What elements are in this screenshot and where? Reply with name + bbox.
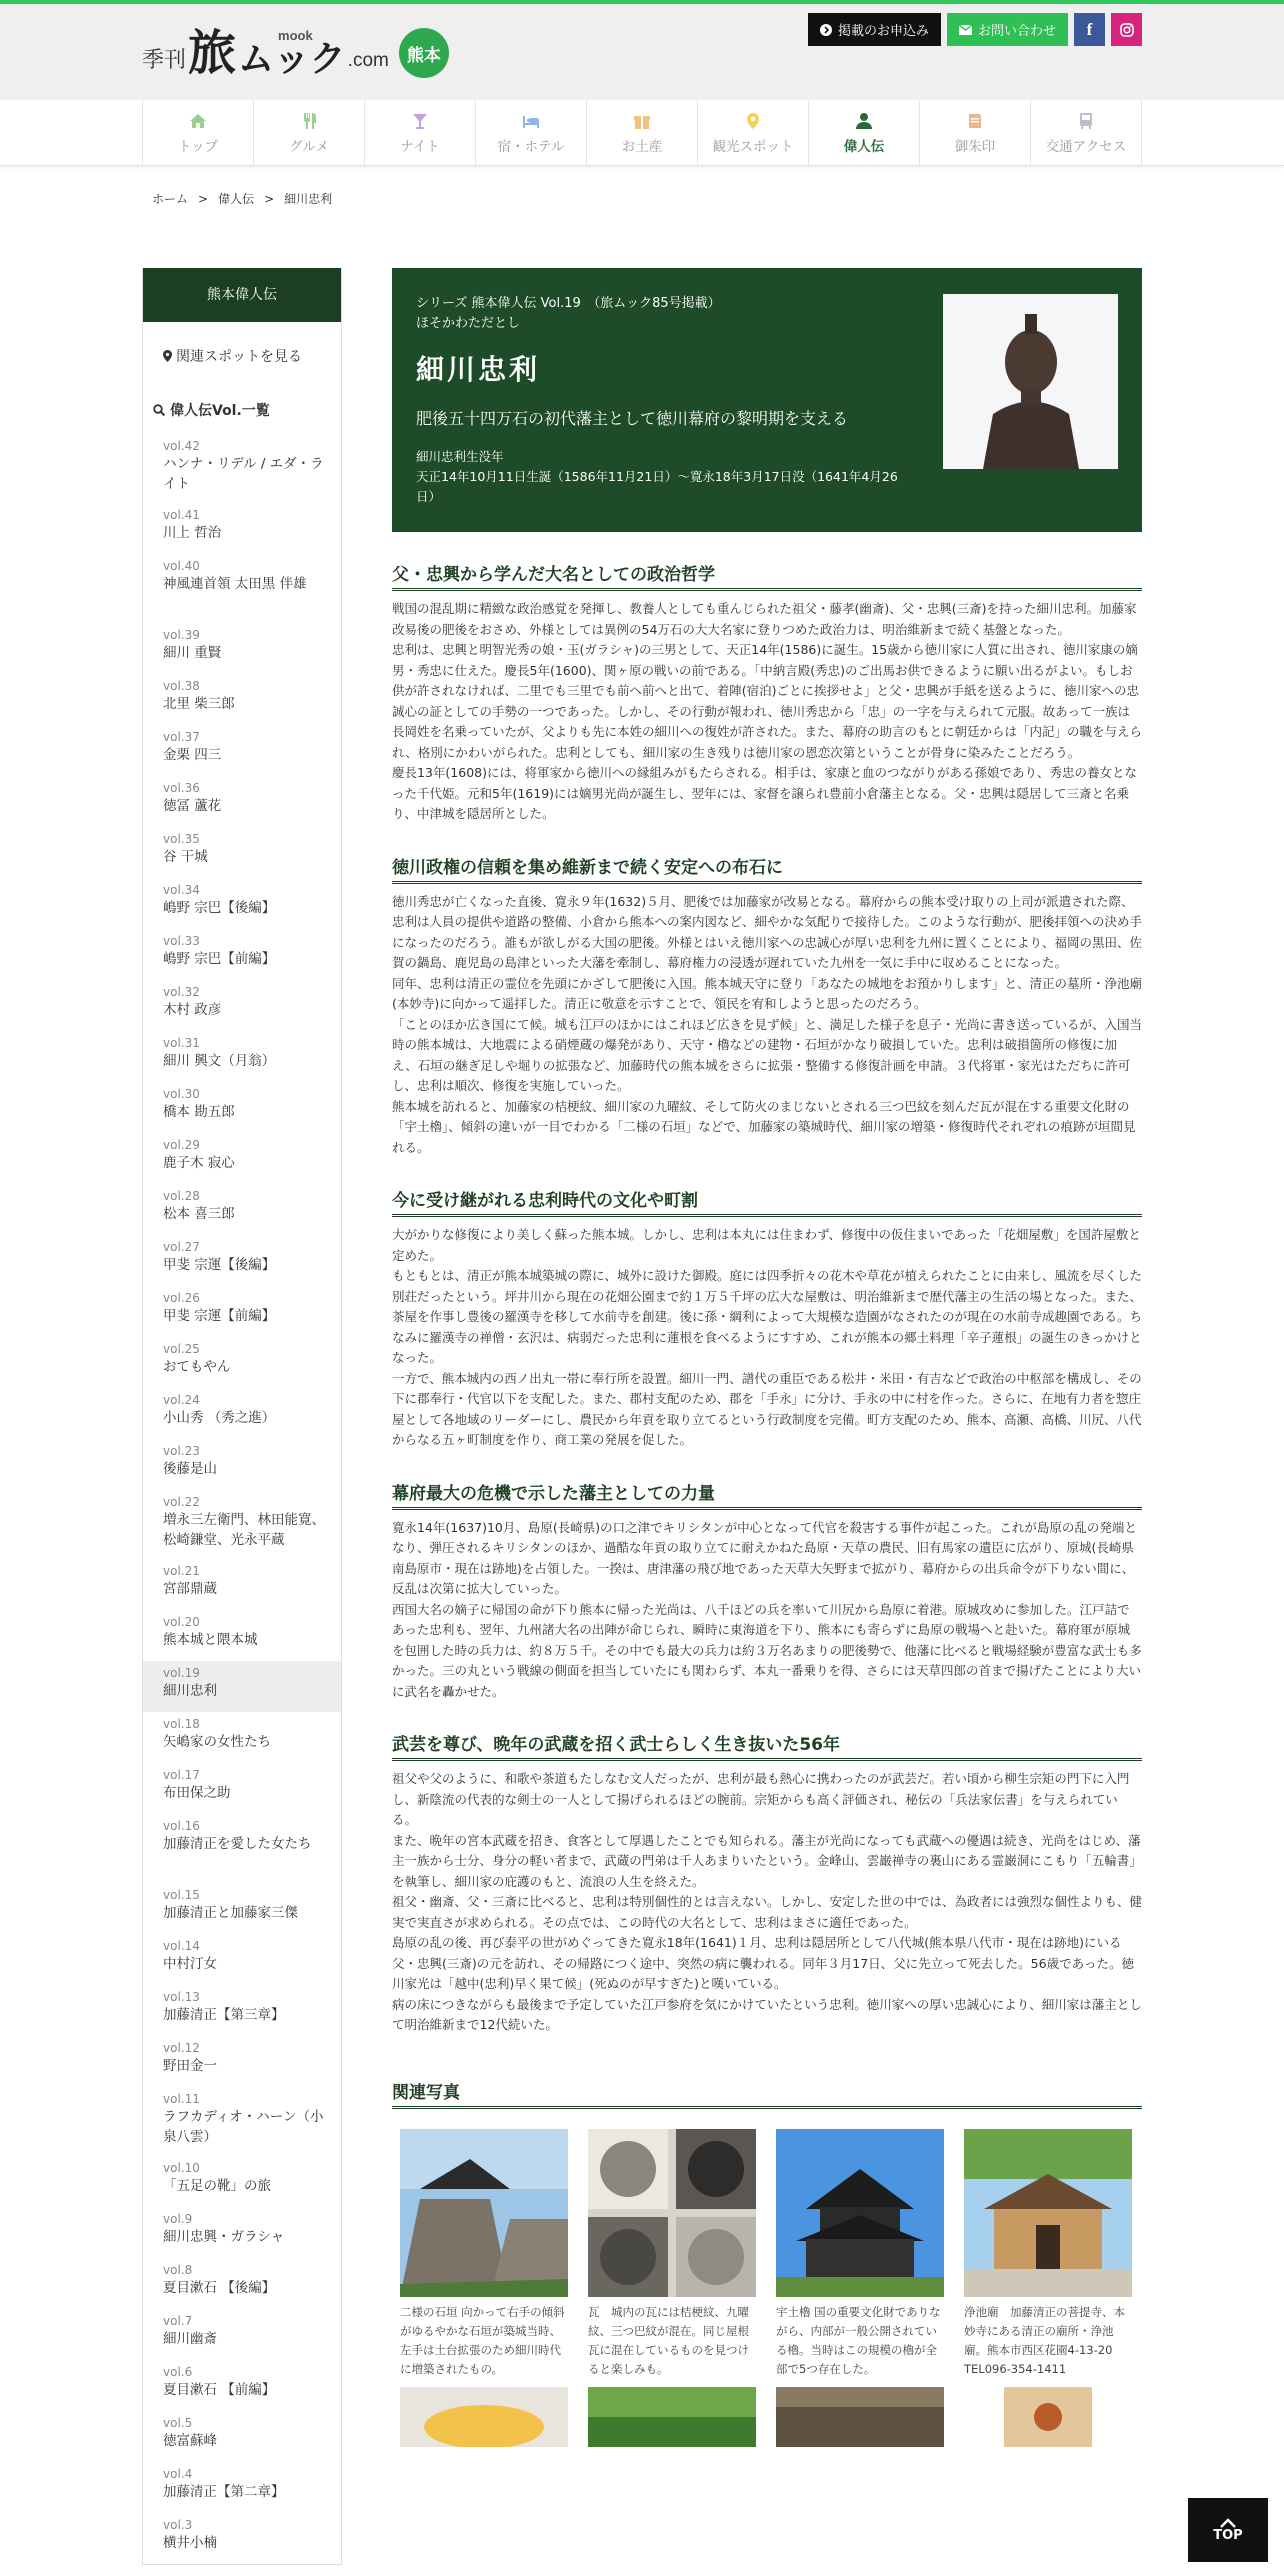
site-logo[interactable]	[142, 25, 449, 81]
photo-card[interactable]	[964, 2129, 1132, 2379]
nav-item-label: 偉人伝	[843, 138, 885, 155]
instagram-icon	[1120, 23, 1134, 37]
vol-number: vol.19	[163, 1666, 200, 1680]
section-heading: 武芸を尊び、晩年の武蔵を招く武士らしく生き抜いた56年	[392, 1730, 1142, 1761]
sidebar-vol-item[interactable]	[143, 554, 341, 623]
catch-copy: 肥後五十四万石の初代藩主として徳川幕府の黎明期を支える	[416, 409, 849, 428]
vol-title: ラフカディオ・ハーン（小泉八雲）	[163, 2109, 324, 2145]
vol-number: vol.14	[163, 1939, 200, 1953]
photo-uto-turret	[776, 2129, 944, 2297]
vol-title: 布田保之助	[163, 1785, 231, 1801]
vol-number: vol.24	[163, 1393, 200, 1407]
vol-title: 細川 重賢	[163, 645, 222, 661]
vol-title: 横井小楠	[163, 2535, 217, 2551]
paragraph: 「ことのほか広き国にて候。城も江戸のほかにはこれほど広きを見ず候」と、満足した様子を息子・光尚に書き送っているが、入国当時の熊本城は、大地震による硝煙蔵の爆発があり、天守・櫓などの建物・石垣がかなり破損していた。忠利は破損箇所の修復に加え、石垣の継ぎ足しや堀りの拡張など、加藤時代の熊本城をさらに拡張・整備する修復計画を申請。３代将軍・家光はただちに許可し、忠利は順次、修復を実施していった。	[392, 1016, 1143, 1093]
vol-number: vol.30	[163, 1087, 200, 1101]
vol-number: vol.40	[163, 559, 200, 573]
vol-number: vol.7	[163, 2314, 193, 2328]
vol-title: 鹿子木 寂心	[163, 1155, 235, 1171]
vol-number: vol.18	[163, 1717, 200, 1731]
breadcrumb-sep: >	[198, 192, 209, 206]
nav-item-label: ナイト	[400, 138, 440, 155]
nav-item[interactable]	[808, 100, 919, 166]
vol-number: vol.15	[163, 1888, 200, 1902]
paragraph: 西国大名の嫡子に帰国の命が下り熊本に帰った光尚は、八千ほどの兵を率いて川尻から島原に着港。原城攻めに参加した。江戸詰であった忠利も、翌年、九州諸大名の出陣が命じられ、瞬時に東海道を下り、熊本にも寄らずに島原の戦場へと赴いた。幕府軍が原城を包囲した時の兵力は、約８万５千。その中でも最大の兵力は約３万名あまりの肥後勢で、他藩に比べると戦場経験が豊富な武士も多かった。三の丸という戦線の側面を担当していたにも関わらず、本丸一番乗りを得、さらには天草四郎の首まで揚げたことにより大いに武名を轟かせた。	[392, 1601, 1142, 1699]
sidebar-vol-item[interactable]	[143, 1661, 341, 1712]
contact-button[interactable]	[947, 13, 1068, 46]
header-buttons	[808, 13, 1142, 46]
paragraph: 祖父や父のように、和歌や茶道もたしなむ文人だったが、忠利が最も熱心に携わったのが武芸だ。若い頃から柳生宗矩の門下に入門し、新陰流の代表的な剣士の一人として揚げられるほどの腕前。宗矩からも高く評価され、秘伝の「兵法家伝書」を与えられている。	[392, 1771, 1130, 1827]
photo-joikibyo	[964, 2129, 1132, 2297]
nav-item-label: 御朱印	[954, 138, 996, 155]
vol-title: 細川忠興・ガラシャ	[163, 2229, 285, 2245]
sidebar-vol-item[interactable]	[143, 929, 341, 980]
photo-card[interactable]	[400, 2129, 568, 2379]
vol-number: vol.29	[163, 1138, 200, 1152]
home-icon	[189, 112, 207, 130]
sidebar-vol-item[interactable]	[143, 980, 341, 1031]
article-hero	[392, 268, 1142, 532]
back-to-top-label: TOP	[1213, 2527, 1243, 2543]
photo-caption: 浄池廟 加藤清正の菩提寺、本妙寺にある清正の廟所・浄池廟。熊本市西区花園4-13-20 TEL096-354-1411	[964, 2304, 1125, 2376]
chevron-up-icon	[1220, 2518, 1236, 2528]
sidebar-vol-item[interactable]	[143, 725, 341, 776]
logo-com: .com	[347, 50, 389, 71]
section-body	[392, 892, 1142, 1159]
section-heading: 幕府最大の危機で示した藩主としての力量	[392, 1479, 1142, 1510]
vol-list-title	[143, 366, 341, 420]
section-body	[392, 599, 1142, 825]
vol-number: vol.5	[163, 2416, 193, 2430]
paragraph: 同年、忠利は清正の霊位を先頭にかざして肥後に入国。熊本城天守に登り「あなたの城地をお預かりします」と、清正の墓所・浄池廟(本妙寺)に向かって遥拝した。清正に敬意を示すことで、領民を宥和しようと思ったのだろう。	[392, 975, 1143, 1011]
bed-icon	[522, 112, 540, 130]
vol-title: 増永三左衛門、林田能寛、松崎鎌堂、光永平蔵	[163, 1512, 325, 1548]
vol-number: vol.20	[163, 1615, 200, 1629]
vol-number: vol.9	[163, 2212, 193, 2226]
facebook-icon: f	[1086, 19, 1093, 39]
breadcrumb	[152, 190, 332, 207]
sidebar-vol-item[interactable]	[143, 1235, 341, 1286]
logo-mook-wrap	[238, 29, 346, 78]
lifespan-dates: 天正14年10月11日生誕（1586年11月21日）〜寛永18年3月17日没（1641年4月26日）	[416, 469, 898, 504]
paragraph: 寛永14年(1637)10月、島原(長崎県)の口之津でキリシタンが中心となって代官を殺害する事件が起こった。これが島原の乱の発端となり、弾圧されるキリシタンのほか、過酷な年貢の取り立てに耐えかねた島原・天草の農民、旧有馬家の遺臣に広がり、原城(長崎県南島原市・現在は跡地)を占領した。一揆は、唐津藩の飛び地であった天草大矢野まで拡がり、幕府からの出兵命令が下りない間に、反乱は次第に拡大していった。	[392, 1519, 1137, 1596]
vol-number: vol.41	[163, 508, 200, 522]
gift-icon	[633, 112, 651, 130]
photo-caption: 瓦 城内の瓦には桔梗紋、九曜紋、三つ巴紋が混在。同じ屋根瓦に混在しているものを見つけると楽しみも。	[588, 2304, 749, 2376]
lifespan-label: 細川忠利生没年	[416, 449, 504, 464]
vol-title: おてもやん	[163, 1359, 231, 1375]
listing-button-label: 掲載のお申込み	[837, 24, 929, 39]
sidebar-vol-item[interactable]	[143, 1712, 341, 1763]
site-header	[0, 4, 1284, 100]
vol-title: 野田金一	[163, 2058, 217, 2074]
vol-number: vol.32	[163, 985, 200, 999]
section-heading: 徳川政権の信頼を集め維新まで続く安定への布石に	[392, 853, 1142, 884]
vol-list-title-label: 偉人伝Vol.一覧	[170, 403, 270, 419]
lifespan	[416, 447, 916, 507]
photo-card[interactable]	[588, 2129, 756, 2379]
back-to-top-button[interactable]	[1188, 2498, 1268, 2562]
vol-title: 徳冨 蘆花	[163, 798, 222, 814]
related-spots-label: 関連スポットを見る	[176, 349, 302, 365]
person-icon	[855, 112, 873, 130]
vol-title: 嶋野 宗巴【後編】	[163, 900, 276, 916]
mail-icon	[959, 25, 972, 35]
sidebar-vol-item[interactable]	[143, 623, 341, 674]
sidebar-vol-item[interactable]	[143, 1184, 341, 1235]
facebook-button[interactable]	[1074, 13, 1105, 46]
related-spots-link[interactable]	[143, 322, 341, 366]
vol-title: 嶋野 宗巴【前編】	[163, 951, 276, 967]
sidebar-vol-item[interactable]	[143, 1763, 341, 1814]
sidebar-vol-item[interactable]	[143, 1388, 341, 1439]
sidebar-vol-item[interactable]	[143, 2462, 341, 2513]
vol-title: 加藤清正【第二章】	[163, 2484, 285, 2500]
vol-title: 宮部鼎蔵	[163, 1581, 217, 1597]
vol-number: vol.34	[163, 883, 200, 897]
vol-title: 加藤清正【第三章】	[163, 2007, 285, 2023]
global-nav	[0, 100, 1284, 166]
nav-item[interactable]	[586, 100, 697, 166]
vol-title: 後藤是山	[163, 1461, 217, 1477]
vol-title: 橋本 勘五郎	[163, 1104, 235, 1120]
photo-roof-tiles	[588, 2129, 756, 2297]
paragraph: 慶長13年(1608)には、将軍家から徳川への縁組みがもたらされる。相手は、家康と血のつながりがある孫娘であり、秀忠の養女となった千代姫。元和5年(1619)には嫡男光尚が誕生し、翌年には、家督を譲られ豊前小倉藩主となる。父・忠興は隠居して三斎と名乗り、中津城を隠居所とした。	[392, 765, 1137, 821]
sidebar-vol-item[interactable]	[143, 2309, 341, 2360]
vol-title: 細川忠利	[163, 1683, 217, 1699]
paragraph: もともとは、清正が熊本城築城の際に、城外に設けた御殿。庭には四季折々の花木や草花が植えられたことに由来し、風流を尽くした別荘だったという。坪井川から現在の花畑公園まで約１万５千坪の広大な屋敷は、明治維新まで歴代藩主の生活の場となった。また、茶屋を作事し豊後の羅漢寺を移して水前寺を創建。後に孫・綱利によって大規模な造園がなされたのが現在の水前寺成趣園である。ちなみに羅漢寺の禅僧・玄沢は、病弱だった忠利に蓮根を食べるようにすすめ、これが熊本の郷土料理「辛子蓮根」の誕生のきっかけとなった。	[392, 1268, 1143, 1365]
breadcrumb-home[interactable]: ホーム	[152, 192, 189, 206]
section-body	[392, 1225, 1142, 1451]
sidebar-vol-item[interactable]	[143, 503, 341, 554]
article	[392, 268, 1142, 2447]
sidebar-vol-item[interactable]	[143, 1439, 341, 1490]
vol-number: vol.36	[163, 781, 200, 795]
vol-number: vol.37	[163, 730, 200, 744]
vol-title: 加藤清正と加藤家三傑	[163, 1905, 298, 1921]
section-body	[392, 1518, 1142, 1703]
vol-title: 中村汀女	[163, 1956, 217, 1972]
breadcrumb-sep: >	[264, 192, 275, 206]
vol-title: 「五足の靴」の旅	[163, 2178, 271, 2194]
photo-caption: 二様の石垣 向かって右手の傾斜がゆるやかな石垣が築城当時、左手は土台拡張のため細川時代に増築されたもの。	[400, 2304, 565, 2376]
photo-caption: 宇土櫓 国の重要文化財でありながら、内部が一般公開されている櫓。当時はこの規模の櫓が全部で5つ存在した。	[776, 2304, 941, 2376]
book-icon	[966, 112, 984, 130]
vol-number: vol.26	[163, 1291, 200, 1305]
nav-item-label: トップ	[177, 138, 219, 155]
section-heading: 父・忠興から学んだ大名としての政治哲学	[392, 560, 1142, 591]
vol-title: 北里 柴三郎	[163, 696, 235, 712]
vol-number: vol.28	[163, 1189, 200, 1203]
nav-item[interactable]	[919, 100, 1030, 166]
vol-title: 徳富蘇峰	[163, 2433, 217, 2449]
cocktail-icon	[411, 112, 429, 130]
vol-number: vol.35	[163, 832, 200, 846]
paragraph: 病の床につきながらも最後まで予定していた江戸参府を気にかけていたという忠利。徳川家への厚い忠誠心により、細川家は藩主として明治維新まで12代続いた。	[392, 1996, 1142, 2032]
pref-badge: 熊本	[399, 28, 449, 78]
global-nav-items	[142, 100, 1142, 166]
paragraph: 島原の乱の後、再び泰平の世がめぐってきた寛永18年(1641)１月、忠利は隠居所として八代城(熊本県八代市・現在は跡地)にいる父・忠興(三斎)の元を訪れ、その帰路につく途中、突然の病に襲われる。同年３月17日、父に先立って死去した。56歳であった。徳川家光は「越中(忠利)早く果て候」(死ぬのが早すぎた)と嘆いている。	[392, 1935, 1134, 1991]
sidebar-vol-item[interactable]	[143, 1490, 341, 1559]
nav-item-label: 宿・ホテル	[497, 138, 565, 155]
sidebar-vol-item[interactable]	[143, 1814, 341, 1883]
vol-number: vol.8	[163, 2263, 193, 2277]
map-pin-icon	[744, 112, 762, 130]
vol-number: vol.13	[163, 1990, 200, 2004]
vol-number: vol.31	[163, 1036, 200, 1050]
vol-title: 川上 哲治	[163, 525, 222, 541]
vol-title: ハンナ・リデル / エダ・ライト	[163, 456, 324, 492]
related-photos	[392, 2129, 1142, 2379]
sidebar-vol-item[interactable]	[143, 1985, 341, 2036]
vol-title: 夏目漱石 【前編】	[163, 2382, 276, 2398]
vol-title: 夏目漱石 【後編】	[163, 2280, 276, 2296]
vol-number: vol.3	[163, 2518, 193, 2532]
sidebar-vol-item[interactable]	[143, 1934, 341, 1985]
logo-mook: mook	[278, 27, 313, 43]
sidebar	[142, 268, 342, 2565]
vol-number: vol.4	[163, 2467, 193, 2481]
instagram-button[interactable]	[1111, 13, 1142, 46]
vol-number: vol.23	[163, 1444, 200, 1458]
sidebar-vol-item[interactable]	[143, 878, 341, 929]
photo-cave[interactable]	[776, 2387, 944, 2447]
nav-item-label: お土産	[621, 138, 663, 155]
paragraph: 祖父・幽斎、父・三斎に比べると、忠利は特別個性的とは言えない。しかし、安定した世の中では、為政者には強烈な個性よりも、健実で実直さが求められる。その点では、この時代の大名として、忠利はまさに適任であった。	[392, 1894, 1143, 1930]
vol-title: 細川 興文（月翁）	[163, 1053, 276, 1069]
nav-item[interactable]	[253, 100, 364, 166]
paragraph: 一方で、熊本城内の西ノ出丸一帯に奉行所を設置。細川一門、譜代の重臣である松井・米田・有吉などで政治の中枢部を構成し、その下に郡奉行・代官以下を支配した。また、郡村支配のため、郡を「手永」に分け、手永の中に村を作った。さらに、在地有力者を惣庄屋として各地域のリーダーにし、農民から年貢を取り立てるという行政制度を完備。町方支配のため、熊本、高瀬、高橋、川尻、八代からなる五ヶ町制度を作り、商工業の発展を促した。	[392, 1370, 1142, 1447]
logo-kikan: 季刊	[142, 47, 187, 73]
sidebar-vol-item[interactable]	[143, 1883, 341, 1934]
photo-food[interactable]	[400, 2387, 568, 2447]
sidebar-vol-item[interactable]	[143, 2036, 341, 2087]
sidebar-vol-item[interactable]	[143, 1031, 341, 1082]
vol-number: vol.27	[163, 1240, 200, 1254]
nav-item-label: グルメ	[289, 138, 329, 155]
sidebar-vol-item[interactable]	[143, 2360, 341, 2411]
paragraph: 熊本城を訪れると、加藤家の桔梗紋、細川家の九曜紋、そして防火のまじないとされる三つ巴紋を刻んだ瓦が混在する重要文化財の「宇土櫓」、傾斜の違いが一目でわかる「二様の石垣」などで、加藤家の築城時代、細川家の増築・修復時代それぞれの痕跡が垣間見れる。	[392, 1098, 1136, 1155]
sidebar-vol-item[interactable]	[143, 1610, 341, 1661]
vol-title: 細川幽斎	[163, 2331, 217, 2347]
sidebar-vol-item[interactable]	[143, 1082, 341, 1133]
vol-number: vol.39	[163, 628, 200, 642]
article-body	[392, 560, 1142, 2036]
vol-number: vol.10	[163, 2161, 200, 2175]
photo-painting[interactable]	[964, 2387, 1132, 2447]
sidebar-vol-item[interactable]	[143, 434, 341, 503]
sidebar-vol-item[interactable]	[143, 1133, 341, 1184]
sidebar-vol-item[interactable]	[143, 2258, 341, 2309]
vol-number: vol.16	[163, 1819, 200, 1833]
vol-number: vol.22	[163, 1495, 200, 1509]
vol-number: vol.17	[163, 1768, 200, 1782]
vol-title: 木村 政彦	[163, 1002, 222, 1018]
sidebar-vol-item[interactable]	[143, 1559, 341, 1610]
vol-number: vol.38	[163, 679, 200, 693]
vol-title: 谷 干城	[163, 849, 208, 865]
breadcrumb-current: 細川忠利	[284, 192, 333, 206]
section-heading: 今に受け継がれる忠利時代の文化や町割	[392, 1186, 1142, 1217]
nav-item[interactable]	[364, 100, 475, 166]
sidebar-vol-item[interactable]	[143, 1286, 341, 1337]
contact-button-label: お問い合わせ	[977, 24, 1056, 39]
map-pin-icon	[163, 350, 172, 362]
sidebar-title: 熊本偉人伝	[143, 268, 341, 322]
vol-title: 甲斐 宗運【前編】	[163, 1308, 276, 1324]
name-kana: ほそかわただとし	[416, 316, 521, 331]
search-icon	[153, 404, 165, 416]
vol-number: vol.42	[163, 439, 200, 453]
vol-number: vol.21	[163, 1564, 200, 1578]
paragraph: 徳川秀忠が亡くなった直後、寛永９年(1632)５月、肥後では加藤家が改易となる。幕府からの熊本受け取りの上司が派遣された際、忠利は人員の提供や道路の整備、小倉から熊本への案内図など、細やかな気配りで接待した。このような行動が、肥後拝領への決め手になったのだろう。誰もが欲しがる大国の肥後。外様とはいえ徳川家への忠誠心が厚い忠利を九州に置くことにより、福岡の黒田、佐賀の鍋島、鹿児島の島津といった大藩を牽制し、幕府権力の浸透が遅れていた九州を一気に手中に収めることになった。	[392, 893, 1143, 970]
nav-item[interactable]	[142, 100, 253, 166]
photo-card[interactable]	[776, 2129, 944, 2379]
section-body	[392, 1769, 1142, 2036]
paragraph: また、晩年の宮本武蔵を招き、食客として厚遇したことでも知られる。藩主が光尚になっても武蔵への優遇は続き、光尚をはじめ、藩主一族から士分、身分の軽い者まで、武蔵の門弟は千人あまりいたという。金峰山、雲巌禅寺の裏山にある霊巌洞にこもり「五輪書」を執筆し、細川家の庇護のもと、流浪の人生を終えた。	[392, 1832, 1142, 1889]
related-photos-row-2	[392, 2387, 1142, 2447]
cutlery-icon	[300, 112, 318, 130]
logo-muk: ムック	[238, 38, 346, 80]
sidebar-vol-item[interactable]	[143, 827, 341, 878]
vol-title: 小山秀 （秀之進）	[163, 1410, 276, 1426]
vol-list	[143, 434, 341, 2564]
sidebar-vol-item[interactable]	[143, 1337, 341, 1388]
paragraph: 忠利は、忠興と明智光秀の娘・玉(ガラシャ)の三男として、天正14年(1586)に誕生。15歳から徳川家に人質に出され、徳川家康の嫡男・秀忠に仕えた。慶長5年(1600)、関ヶ原の戦いの前である。「中納言殿(秀忠)のご出馬お供できるように願い出るがよい。もしお供が許されなければ、二里でも三里でも前へ前へと出て、着陣(宿泊)ごとに挨拶せよ」と父・忠興が手紙を送るように、徳川家への忠誠心の証としての手勢の一つであった。しかし、その行動が報われ、徳川秀忠から「忠」の一字を与えられて元服。故あって一族は長岡姓を名乗っていたが、父よりも先に本姓の細川への復姓が許された。また、幕府の助言のもとに朝廷からは「内記」の職を与えられ、格別にかわいがられた。忠利としても、細川家の生き残りは徳川家の恩恋次第ということが骨身に染みたことだろう。	[392, 642, 1143, 760]
photo-stone-wall	[400, 2129, 568, 2297]
vol-title: 金栗 四三	[163, 747, 222, 763]
sidebar-vol-item[interactable]	[143, 2156, 341, 2207]
related-photos-title: 関連写真	[392, 2078, 1142, 2109]
vol-title: 神風連首領 太田黒 伴雄	[163, 576, 307, 592]
sidebar-vol-item[interactable]	[143, 776, 341, 827]
nav-item-label: 交通アクセス	[1045, 138, 1127, 155]
paragraph: 戦国の混乱期に精緻な政治感覚を発揮し、教養人としても重んじられた祖父・藤孝(幽斎)、父・忠興(三斎)を持った細川忠利。加藤家改易後の肥後をおさめ、外様としては異例の54万石の大大名家に登りつめた政治力は、明治維新まで続く基盤となった。	[392, 601, 1137, 637]
sidebar-vol-item[interactable]	[143, 2207, 341, 2258]
vol-number: vol.6	[163, 2365, 193, 2379]
nav-item[interactable]	[475, 100, 586, 166]
nav-item[interactable]	[697, 100, 808, 166]
vol-title: 矢嶋家の女性たち	[163, 1734, 271, 1750]
listing-button[interactable]	[808, 13, 941, 46]
sidebar-vol-item[interactable]	[143, 674, 341, 725]
arrow-circle-icon	[820, 24, 832, 36]
vol-title: 甲斐 宗運【後編】	[163, 1257, 276, 1273]
vol-title: 熊本城と隈本城	[163, 1632, 258, 1648]
vol-number: vol.25	[163, 1342, 200, 1356]
logo-tabi: 旅	[188, 25, 237, 81]
vol-title: 加藤清正を愛した女たち	[163, 1836, 312, 1852]
breadcrumb-category[interactable]: 偉人伝	[218, 192, 255, 206]
sidebar-vol-item[interactable]	[143, 2087, 341, 2156]
train-icon	[1077, 112, 1095, 130]
photo-forest[interactable]	[588, 2387, 756, 2447]
vol-number: vol.11	[163, 2092, 200, 2106]
sidebar-vol-item[interactable]	[143, 2513, 341, 2564]
vol-title: 松本 喜三郎	[163, 1206, 235, 1222]
vol-number: vol.12	[163, 2041, 200, 2055]
person-name: 細川忠利	[416, 353, 541, 386]
vol-number: vol.33	[163, 934, 200, 948]
sidebar-vol-item[interactable]	[143, 2411, 341, 2462]
nav-item[interactable]	[1030, 100, 1142, 166]
nav-item-label: 観光スポット	[712, 138, 794, 155]
portrait-image	[943, 294, 1118, 469]
paragraph: 大がかりな修復により美しく蘇った熊本城。しかし、忠利は本丸には住まわず、修復中の仮住まいであった「花畑屋敷」を国許屋敷と定めた。	[392, 1227, 1141, 1263]
series-label: シリーズ 熊本偉人伝 Vol.19 （旅ムック85号掲載）	[416, 296, 721, 311]
